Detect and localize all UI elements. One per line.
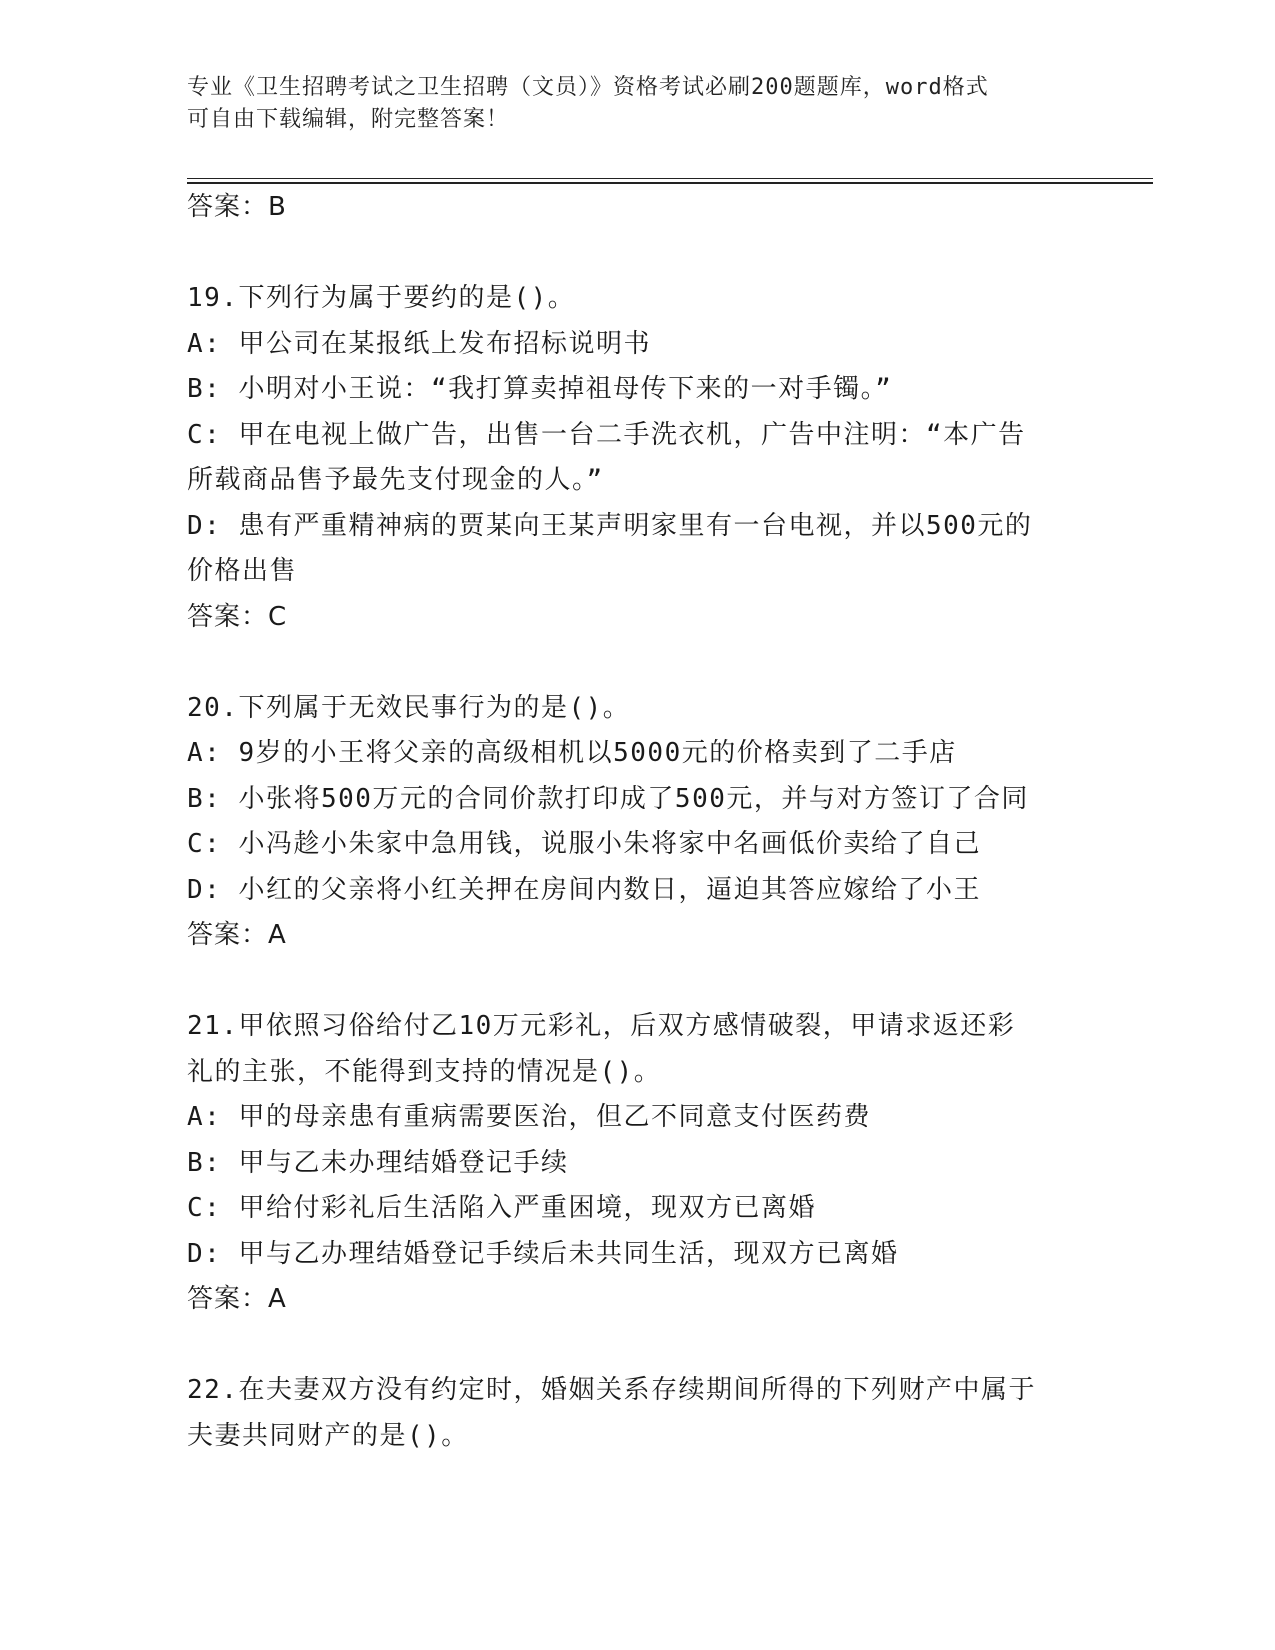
spacer bbox=[187, 640, 1087, 686]
option-c: C: 小冯趁小朱家中急用钱，说服小朱将家中名画低价卖给了自己 bbox=[187, 829, 981, 859]
option-c: C: 甲给付彩礼后生活陷入严重困境，现双方已离婚 bbox=[187, 1193, 816, 1223]
option-c: C: 甲在电视上做广告，出售一台二手洗衣机，广告中注明：“本广告 bbox=[187, 419, 1026, 450]
document-header bbox=[187, 72, 1087, 136]
question-stem-continued: 礼的主张，不能得到支持的情况是()。 bbox=[187, 1056, 662, 1087]
answer: 答案：A bbox=[187, 920, 287, 950]
option-a: A: 甲公司在某报纸上发布招标说明书 bbox=[187, 328, 651, 359]
option-d: D: 小红的父亲将小红关押在房间内数日，逼迫其答应嫁给了小王 bbox=[187, 874, 981, 905]
question-stem: 19.下列行为属于要约的是()。 bbox=[187, 283, 576, 313]
option-b: B: 小张将500万元的合同价款打印成了500元，并与对方签订了合同 bbox=[187, 783, 1029, 814]
header-line-2: 可自由下载编辑，附完整答案！ bbox=[187, 107, 510, 132]
answer: 答案：C bbox=[187, 601, 288, 632]
question-stem: 22.在夫妻双方没有约定时，婚姻关系存续期间所得的下列财产中属于 bbox=[187, 1375, 1036, 1405]
option-d: D: 甲与乙办理结婚登记手续后未共同生活，现双方已离婚 bbox=[187, 1238, 899, 1269]
option-b: B: 小明对小王说：“我打算卖掉祖母传下来的一对手镯。” bbox=[187, 374, 893, 404]
question-20 bbox=[187, 686, 1087, 959]
question-22 bbox=[187, 1368, 1087, 1459]
answer: 答案：A bbox=[187, 1284, 287, 1314]
question-19 bbox=[187, 276, 1087, 640]
question-stem: 21.甲依照习俗给付乙10万元彩礼，后双方感情破裂，甲请求返还彩 bbox=[187, 1011, 1016, 1041]
question-stem-continued: 夫妻共同财产的是()。 bbox=[187, 1420, 469, 1451]
spacer bbox=[187, 231, 1087, 277]
spacer bbox=[187, 1323, 1087, 1369]
previous-answer: 答案：B bbox=[187, 192, 287, 222]
option-d: D: 患有严重精神病的贾某向王某声明家里有一台电视，并以500元的 bbox=[187, 510, 1033, 541]
spacer bbox=[187, 959, 1087, 1005]
header-line-1: 专业《卫生招聘考试之卫生招聘（文员）》资格考试必刷200题题库，word格式 bbox=[187, 75, 989, 100]
option-b: B: 甲与乙未办理结婚登记手续 bbox=[187, 1147, 569, 1178]
option-a: A: 甲的母亲患有重病需要医治，但乙不同意支付医药费 bbox=[187, 1102, 871, 1132]
option-d-continued: 价格出售 bbox=[187, 556, 298, 586]
question-stem: 20.下列属于无效民事行为的是()。 bbox=[187, 692, 631, 723]
option-a: A: 9岁的小王将父亲的高级相机以5000元的价格卖到了二手店 bbox=[187, 738, 957, 768]
question-list bbox=[187, 185, 1087, 1459]
header-divider-thick bbox=[187, 182, 1153, 184]
question-21 bbox=[187, 1004, 1087, 1323]
option-c-continued: 所载商品售予最先支付现金的人。” bbox=[187, 465, 604, 495]
header-divider-thin bbox=[187, 178, 1153, 179]
